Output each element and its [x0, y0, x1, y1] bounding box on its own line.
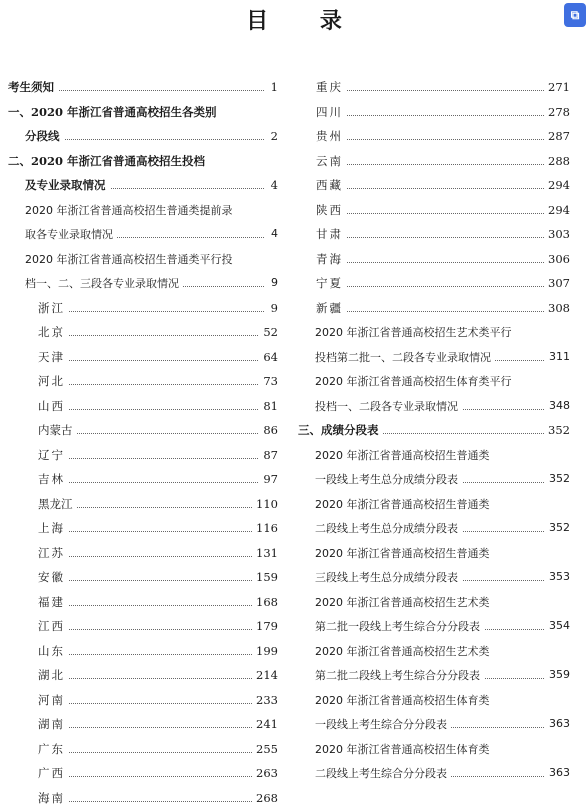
- toc-entry-title: 取各专业录取情况: [25, 228, 117, 241]
- toc-entry-page: 352: [545, 467, 570, 492]
- toc-entry-title: 青海: [316, 252, 347, 266]
- toc-entry[interactable]: [298, 198, 570, 223]
- toc-entry-page: 255: [252, 737, 278, 762]
- toc-entry-page: 306: [544, 247, 570, 272]
- dot-leader: [38, 776, 264, 777]
- toc-entry-page: 4: [267, 173, 278, 198]
- toc-entry-title: 河北: [38, 374, 69, 388]
- toc-entry-title: 2020 年浙江省普通高校招生艺术类: [315, 596, 494, 609]
- toc-entry[interactable]: [8, 100, 278, 125]
- toc-entry-page: 87: [259, 443, 278, 468]
- dot-leader: [316, 311, 556, 312]
- toc-entry[interactable]: [8, 247, 278, 272]
- toc-entry-page: 263: [252, 761, 278, 786]
- toc-entry[interactable]: [298, 688, 570, 713]
- toc-entry[interactable]: [298, 492, 570, 517]
- toc-entry[interactable]: [298, 712, 570, 737]
- toc-entry[interactable]: [8, 639, 278, 664]
- toc-entry-title: 宁夏: [316, 276, 347, 290]
- toc-entry-page: 288: [544, 149, 570, 174]
- toc-entry-title: 2020 年浙江省普通高校招生普通类提前录: [25, 204, 237, 217]
- toc-entry[interactable]: [8, 786, 278, 810]
- dot-leader: [38, 678, 264, 679]
- toc-entry-page: 131: [252, 541, 278, 566]
- toc-entry-page: 307: [544, 271, 570, 296]
- dot-leader: [316, 262, 556, 263]
- toc-entry-page: 1: [267, 75, 278, 100]
- toc-entry-title: 安徽: [38, 570, 69, 584]
- toc-entry-title: 2020 年浙江省普通高校招生普通类: [315, 449, 494, 462]
- toc-entry-title: 重庆: [316, 80, 347, 94]
- toc-entry-title: 第二批一段线上考生综合分分段表: [315, 620, 484, 633]
- toc-entry-title: 黑龙江: [38, 497, 77, 511]
- toc-entry-title: 广西: [38, 766, 69, 780]
- toc-entry-title: 新疆: [316, 301, 347, 315]
- toc-entry-page: 363: [545, 761, 570, 786]
- toc-entry-page: 199: [252, 639, 278, 664]
- toc-entry-page: 64: [259, 345, 278, 370]
- toc-entry-title: 西藏: [316, 178, 347, 192]
- toc-entry[interactable]: [8, 418, 278, 443]
- toc-entry-title: 二、2020 年浙江省普通高校招生投档: [8, 154, 209, 168]
- toc-entry-page: 4: [267, 222, 278, 247]
- toc-entry[interactable]: [8, 369, 278, 394]
- toc-entry-page: 97: [259, 467, 278, 492]
- dot-leader: [38, 556, 264, 557]
- dot-leader: [38, 727, 264, 728]
- toc-entry[interactable]: [8, 761, 278, 786]
- toc-entry-page: 294: [544, 173, 570, 198]
- toc-entry-title: 一段线上考生综合分分段表: [315, 718, 451, 731]
- toc-entry-page: 359: [545, 663, 570, 688]
- toc-entry-title: 考生须知: [8, 80, 58, 94]
- toc-entry-title: 2020 年浙江省普通高校招生普通类平行投: [25, 253, 237, 266]
- toc-entry[interactable]: [298, 418, 570, 443]
- toc-entry-title: 四川: [316, 105, 347, 119]
- toc-entry-title: 及专业录取情况: [25, 178, 110, 192]
- toc-entry[interactable]: [8, 467, 278, 492]
- toc-entry[interactable]: [8, 394, 278, 419]
- toc-entry-page: 363: [545, 712, 570, 737]
- toc-entry[interactable]: [298, 590, 570, 615]
- toc-entry-page: 116: [252, 516, 278, 541]
- toc-entry[interactable]: [298, 761, 570, 786]
- toc-entry-page: 2: [267, 124, 278, 149]
- toc-entry-title: 一、2020 年浙江省普通高校招生各类别: [8, 105, 221, 119]
- toc-entry-title: 分段线: [25, 129, 64, 143]
- copy-icon[interactable]: ⧉: [564, 3, 586, 27]
- toc-entry[interactable]: [8, 320, 278, 345]
- dot-leader: [38, 409, 264, 410]
- toc-entry-page: 179: [252, 614, 278, 639]
- toc-entry-title: 广东: [38, 742, 69, 756]
- toc-entry-title: 湖南: [38, 717, 69, 731]
- toc-entry-page: 241: [252, 712, 278, 737]
- toc-entry-title: 2020 年浙江省普通高校招生体育类平行: [315, 375, 516, 388]
- toc-entry-title: 陕西: [316, 203, 347, 217]
- toc-entry[interactable]: [298, 247, 570, 272]
- toc-entry[interactable]: [298, 173, 570, 198]
- toc-entry-title: 吉林: [38, 472, 69, 486]
- toc-entry[interactable]: [8, 663, 278, 688]
- toc-entry[interactable]: [298, 394, 570, 419]
- toc-entry-title: 2020 年浙江省普通高校招生体育类: [315, 694, 494, 707]
- toc-entry[interactable]: [8, 614, 278, 639]
- toc-entry[interactable]: [298, 124, 570, 149]
- toc-entry-page: 348: [545, 394, 570, 419]
- toc-entry[interactable]: [8, 443, 278, 468]
- toc-entry-title: 三、成绩分段表: [298, 423, 383, 437]
- toc-entry-page: 73: [259, 369, 278, 394]
- dot-leader: [316, 139, 556, 140]
- dot-leader: [38, 654, 264, 655]
- toc-entry-title: 浙江: [38, 301, 69, 315]
- toc-entry[interactable]: [298, 75, 570, 100]
- toc-entry[interactable]: [298, 663, 570, 688]
- toc-entry-page: 86: [259, 418, 278, 443]
- toc-entry[interactable]: [298, 443, 570, 468]
- toc-entry-page: 271: [544, 75, 570, 100]
- toc-entry-title: 甘肃: [316, 227, 347, 241]
- toc-entry-title: 辽宁: [38, 448, 69, 462]
- toc-entry[interactable]: [8, 271, 278, 296]
- dot-leader: [38, 605, 264, 606]
- toc-entry-title: 海南: [38, 791, 69, 805]
- dot-leader: [38, 629, 264, 630]
- dot-leader: [38, 531, 264, 532]
- toc-entry[interactable]: [298, 516, 570, 541]
- toc-entry-title: 2020 年浙江省普通高校招生艺术类平行: [315, 326, 516, 339]
- toc-entry-title: 2020 年浙江省普通高校招生普通类: [315, 547, 494, 560]
- dot-leader: [316, 237, 556, 238]
- toc-entry-title: 上海: [38, 521, 69, 535]
- toc-entry[interactable]: [298, 467, 570, 492]
- toc-entry-page: 287: [544, 124, 570, 149]
- toc-entry-page: 278: [544, 100, 570, 125]
- toc-entry-page: 353: [545, 565, 570, 590]
- toc-entry-title: 天津: [38, 350, 69, 364]
- toc-entry[interactable]: [298, 222, 570, 247]
- dot-leader: [38, 360, 264, 361]
- dot-leader: [316, 188, 556, 189]
- toc-entry-page: 308: [544, 296, 570, 321]
- dot-leader: [38, 311, 264, 312]
- toc-entry-title: 北京: [38, 325, 69, 339]
- toc-entry-title: 山西: [38, 399, 69, 413]
- toc-entry-title: 档一、二、三段各专业录取情况: [25, 277, 183, 290]
- toc-entry-title: 第二批二段线上考生综合分分段表: [315, 669, 484, 682]
- toc-entry-title: 江西: [38, 619, 69, 633]
- toc-entry-title: 2020 年浙江省普通高校招生艺术类: [315, 645, 494, 658]
- dot-leader: [316, 115, 556, 116]
- toc-entry[interactable]: [8, 124, 278, 149]
- toc-entry[interactable]: [8, 75, 278, 100]
- toc-entry-title: 投档一、二段各专业录取情况: [315, 400, 462, 413]
- dot-leader: [38, 482, 264, 483]
- toc-entry[interactable]: [8, 541, 278, 566]
- toc-entry-page: 159: [252, 565, 278, 590]
- toc-entry[interactable]: [8, 173, 278, 198]
- toc-entry[interactable]: [8, 712, 278, 737]
- dot-leader: [38, 580, 264, 581]
- toc-entry[interactable]: [8, 565, 278, 590]
- toc-entry-title: 山东: [38, 644, 69, 658]
- page-title: 目 录: [0, 4, 588, 35]
- toc-entry-page: 9: [267, 296, 278, 321]
- toc-entry-title: 河南: [38, 693, 69, 707]
- toc-entry[interactable]: [8, 516, 278, 541]
- toc-right-column: [298, 75, 570, 786]
- toc-entry-title: 贵州: [316, 129, 347, 143]
- dot-leader: [316, 90, 556, 91]
- toc-entry-page: 214: [252, 663, 278, 688]
- toc-entry-page: 303: [544, 222, 570, 247]
- toc-entry-page: 311: [545, 345, 570, 370]
- toc-entry-page: 268: [252, 786, 278, 810]
- toc-entry-page: 354: [545, 614, 570, 639]
- toc-entry[interactable]: [8, 222, 278, 247]
- dot-leader: [38, 752, 264, 753]
- dot-leader: [38, 335, 264, 336]
- toc-entry-title: 内蒙古: [38, 423, 77, 437]
- toc-entry-page: 81: [259, 394, 278, 419]
- dot-leader: [316, 164, 556, 165]
- toc-entry[interactable]: [8, 198, 278, 223]
- toc-entry-page: 233: [252, 688, 278, 713]
- toc-entry-title: 二段线上考生综合分分段表: [315, 767, 451, 780]
- dot-leader: [38, 703, 264, 704]
- toc-entry-title: 江苏: [38, 546, 69, 560]
- dot-leader: [38, 458, 264, 459]
- toc-entry-page: 110: [252, 492, 278, 517]
- toc-entry-page: 352: [545, 516, 570, 541]
- toc-entry[interactable]: [298, 296, 570, 321]
- toc-entry-title: 三段线上考生总分成绩分段表: [315, 571, 462, 584]
- toc-entry[interactable]: [8, 345, 278, 370]
- toc-entry[interactable]: [8, 737, 278, 762]
- toc-entry[interactable]: [298, 541, 570, 566]
- toc-entry-title: 2020 年浙江省普通高校招生体育类: [315, 743, 494, 756]
- toc-entry[interactable]: [298, 737, 570, 762]
- toc-entry-title: 二段线上考生总分成绩分段表: [315, 522, 462, 535]
- toc-left-column: [8, 75, 278, 810]
- dot-leader: [316, 286, 556, 287]
- toc-entry[interactable]: [298, 320, 570, 345]
- dot-leader: [316, 213, 556, 214]
- toc-entry[interactable]: [298, 639, 570, 664]
- toc-entry-title: 一段线上考生总分成绩分段表: [315, 473, 462, 486]
- toc-entry-title: 湖北: [38, 668, 69, 682]
- toc-entry-page: 168: [252, 590, 278, 615]
- toc-entry[interactable]: [8, 590, 278, 615]
- toc-entry[interactable]: [298, 614, 570, 639]
- dot-leader: [38, 801, 264, 802]
- toc-entry-page: 294: [544, 198, 570, 223]
- toc-entry-title: 云南: [316, 154, 347, 168]
- toc-entry[interactable]: [298, 100, 570, 125]
- toc-entry-page: 9: [267, 271, 278, 296]
- toc-entry[interactable]: [298, 369, 570, 394]
- toc-entry[interactable]: [8, 149, 278, 174]
- toc-entry[interactable]: [298, 149, 570, 174]
- toc-entry[interactable]: [298, 345, 570, 370]
- toc-entry-title: 2020 年浙江省普通高校招生普通类: [315, 498, 494, 511]
- toc-entry[interactable]: [298, 271, 570, 296]
- toc-entry-title: 投档第二批一、二段各专业录取情况: [315, 351, 495, 364]
- toc-entry[interactable]: [8, 296, 278, 321]
- dot-leader: [38, 384, 264, 385]
- toc-entry-page: 52: [259, 320, 278, 345]
- toc-entry-page: 352: [544, 418, 570, 443]
- toc-entry[interactable]: [8, 688, 278, 713]
- toc-entry-title: 福建: [38, 595, 69, 609]
- toc-entry[interactable]: [298, 565, 570, 590]
- toc-entry[interactable]: [8, 492, 278, 517]
